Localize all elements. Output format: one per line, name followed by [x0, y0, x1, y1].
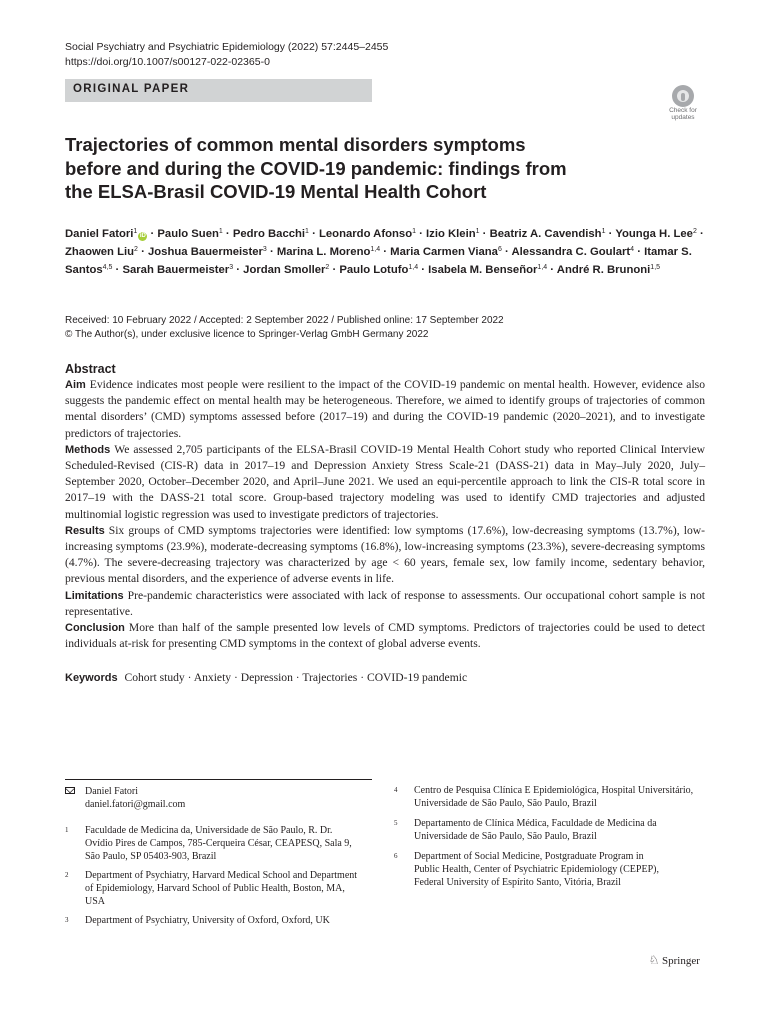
author-affiliation-marker: 1 [133, 228, 138, 235]
journal-citation: Social Psychiatry and Psychiatric Epidemiology (2022) 57:2445–2455 [65, 41, 389, 53]
publisher-logo [648, 953, 700, 968]
author-name[interactable]: Marina L. Moreno [276, 246, 371, 258]
affiliation-number: 5 [394, 819, 398, 827]
affiliation-item [394, 784, 704, 812]
correspondence-note [65, 785, 372, 813]
abstract-section-text: Six groups of CMD symptoms trajectories were identified: low symptoms (17.6%), low-decreasing symptoms (13.7%), low-increasing symptoms (23.9%), moderate-decreasing symptoms (16.8%), low-increasing symptoms (23.3%), severe-decreasing symptoms (4.7%). The severe-decreasing trajectory was characterized by age < 60 years, female sex, low family income, sedentary behavior, previous mental disorders, and the experience of adverse events in life. [65, 523, 705, 586]
affiliation-text: Department of Psychiatry, University of Oxford, Oxford, UK [85, 915, 330, 926]
author-affiliation-marker: 4 [630, 246, 635, 253]
affiliation-text: Faculdade de Medicina da, Universidade de São Paulo, R. Dr. Ovídio Pires de Campos, 785-Cerqueira César, CEAPESQ, Sala 9, São Paulo, SP 05403-903, Brazil [85, 825, 352, 862]
paper-type-banner [65, 79, 372, 102]
abstract-section-label: Methods [65, 443, 111, 456]
author-name[interactable]: Isabela M. Benseñor [428, 264, 538, 276]
author-list: Daniel Fatori$^1$iD · Paulo Suen$^1$ · Pedro Bacchi$^1$ · Leonardo Afonso$^1$ · Izio Klein$^1$ · Beatriz A. Cavendish$^1$ · Younga H. Lee$^2$ · Zhaowen Liu$^2$ · Joshua Bauermeister$^3$ · Marina L. Moreno$^{1,4}$ · Maria Carmen Viana$^6$ · Alessandra C. Goulart$^4$ · Itamar S. Santos$^{4,5}$ · Sarah Bauermeister$^3$ · Jordan Smoller$^2$ · Paulo Lotufo$^{1,4}$ · Isabela M. Benseñor$^{1,4}$ · André R. Brunoni$^{1,5}$ [65, 228, 704, 276]
abstract-section-label: Aim [65, 379, 86, 391]
author-name[interactable]: Maria Carmen Viana [390, 246, 498, 258]
affiliation-text: Centro de Pesquisa Clínica E Epidemiológica, Hospital Universitário, Universidade de São Paulo, São Paulo, Brazil [414, 785, 694, 809]
author-name[interactable]: Pedro Bacchi [232, 228, 306, 240]
author-affiliation-marker: 1,4 [370, 246, 381, 253]
abstract-section [65, 620, 705, 652]
author-affiliation-marker: 1 [412, 228, 416, 235]
publisher-name: Springer [662, 955, 700, 967]
affiliation-number: 6 [394, 852, 398, 860]
paper-type-label: ORIGINAL PAPER [73, 83, 190, 95]
affiliation-item [65, 869, 372, 909]
author-name[interactable]: Beatriz A. Cavendish [489, 228, 602, 240]
affiliation-item [394, 817, 704, 845]
abstract-body [65, 377, 705, 652]
envelope-icon [65, 787, 75, 794]
abstract-section-text: We assessed 2,705 participants of the ELSA-Brasil COVID-19 Mental Health Cohort study who reported Clinical Interview Scheduled-Revised (CIS-R) data in 2017–19 and Depression Anxiety Stress Scale-21 (DASS-21) data in May–July 2020, July–September 2020, October–December 2020, and April–June 2021. We used an equi-percentile approach to link the CIS-R total score in 2017–19 with the DASS-21 total score. Group-based trajectory modeling was used to identify CMD trajectories and adjusted multinomial logistic regression was used to investigate predictors of trajectories. [65, 442, 705, 521]
correspondence-name: Daniel Fatori [85, 786, 139, 797]
author-name[interactable]: Paulo Suen [157, 228, 219, 240]
doi-link[interactable]: https://doi.org/10.1007/s00127-022-02365-0 [65, 56, 270, 68]
correspondence-email[interactable]: daniel.fatori@gmail.com [85, 799, 186, 810]
publication-dates: Received: 10 February 2022 / Accepted: 2 September 2022 / Published online: 17 September 2022 [65, 315, 504, 326]
author-affiliation-marker: 1,4 [408, 264, 419, 271]
author-affiliation-marker: 2 [692, 228, 697, 235]
check-for-updates-badge[interactable] [663, 85, 703, 125]
abstract-section [65, 377, 705, 442]
abstract-section [65, 588, 705, 620]
affiliation-item [394, 850, 704, 904]
paper-title: Trajectories of common mental disorders symptoms before and during the COVID-19 pandemic: findings from the ELSA-Brasil COVID-19 Mental Health Cohort [65, 134, 567, 202]
author-name[interactable]: André R. Brunoni [556, 264, 651, 276]
affiliation-number: 2 [65, 871, 69, 879]
abstract-section-label: Conclusion [65, 622, 125, 635]
affiliation-number: 1 [65, 826, 69, 834]
keywords-text: Cohort study · Anxiety · Depression · Trajectories · COVID-19 pandemic [124, 671, 468, 684]
author-name[interactable]: Paulo Lotufo [339, 264, 409, 276]
affiliation-item [65, 824, 372, 864]
orcid-icon[interactable]: iD [139, 233, 146, 239]
author-affiliation-marker: 1,5 [650, 264, 661, 271]
abstract-section-text: Pre-pandemic characteristics were associated with lack of response to assessments. Our occupational cohort sample is not representative. [65, 588, 705, 618]
keywords-label: Keywords [65, 672, 118, 684]
author-name[interactable]: Jordan Smoller [243, 264, 326, 276]
author-affiliation-marker: 1 [305, 228, 309, 235]
affiliation-item [65, 914, 372, 928]
author-affiliation-marker: 2 [325, 264, 330, 271]
author-affiliation-marker: 2 [134, 246, 138, 253]
affiliation-number: 3 [65, 916, 69, 924]
author-name[interactable]: Zhaowen Liu [65, 246, 135, 258]
affiliation-text: Departamento de Clínica Médica, Faculdade de Medicina da Universidade de São Paulo, São Paulo, Brazil [414, 818, 657, 842]
author-affiliation-marker: 6 [497, 246, 502, 253]
abstract-section-label: Results [65, 524, 105, 537]
author-name[interactable]: Sarah Bauermeister [122, 264, 230, 276]
affiliation-text: Department of Social Medicine, Postgraduate Program in Public Health, Center of Psychiatric Epidemiology (CEPEP), Federal University of Espírito Santo, Vitória, Brazil [414, 851, 659, 888]
author-affiliation-marker: 1 [601, 228, 606, 235]
abstract-section-text: More than half of the sample presented low levels of CMD symptoms. Predictors of trajectories could be used to detect individuals at-risk for presenting CMD symptoms in the context of global adverse events. [65, 621, 705, 651]
author-affiliation-marker: 3 [229, 264, 234, 271]
author-name[interactable]: Itamar S. Santos [65, 246, 692, 276]
copyright-notice: © The Author(s), under exclusive licence to Springer-Verlag GmbH Germany 2022 [65, 329, 429, 340]
author-affiliation-marker: 3 [262, 246, 267, 253]
affiliation-number: 4 [394, 786, 398, 794]
check-for-updates-icon [672, 85, 694, 107]
springer-horse-icon: ♘ [648, 953, 660, 967]
author-name[interactable]: Izio Klein [426, 228, 476, 240]
abstract-section [65, 442, 705, 523]
author-affiliation-marker: 1,4 [537, 264, 548, 271]
check-for-updates-line1: Check for [669, 107, 697, 114]
abstract-section-text: Evidence indicates most people were resilient to the impact of the COVID-19 pandemic on mental health. However, evidence also suggests the pandemic effect on mental health may be heterogeneous. Therefore, we aimed to identify groups of trajectories of common mental disorders’ (CMD) symptoms assessed before (2017–19) and during the COVID-19 pandemic (2020–2021), and to investigate predictors of trajectories. [65, 378, 705, 440]
author-name[interactable]: Daniel Fatori [65, 228, 134, 240]
check-for-updates-line2: updates [671, 114, 695, 121]
affiliation-text: Department of Psychiatry, Harvard Medical School and Department of Epidemiology, Harvard School of Public Health, Boston, MA, USA [85, 870, 358, 907]
keywords-block [65, 670, 705, 686]
author-name[interactable]: Alessandra C. Goulart [511, 246, 631, 258]
author-name[interactable]: Joshua Bauermeister [148, 246, 263, 258]
abstract-section [65, 523, 705, 588]
author-affiliation-marker: 1 [218, 228, 223, 235]
abstract-section-label: Limitations [65, 589, 124, 602]
author-name[interactable]: Younga H. Lee [615, 228, 693, 240]
footnote-divider [65, 779, 372, 780]
abstract-heading: Abstract [65, 362, 116, 376]
author-affiliation-marker: 4,5 [102, 264, 113, 271]
author-affiliation-marker: 1 [475, 228, 480, 235]
author-name[interactable]: Leonardo Afonso [319, 228, 413, 240]
